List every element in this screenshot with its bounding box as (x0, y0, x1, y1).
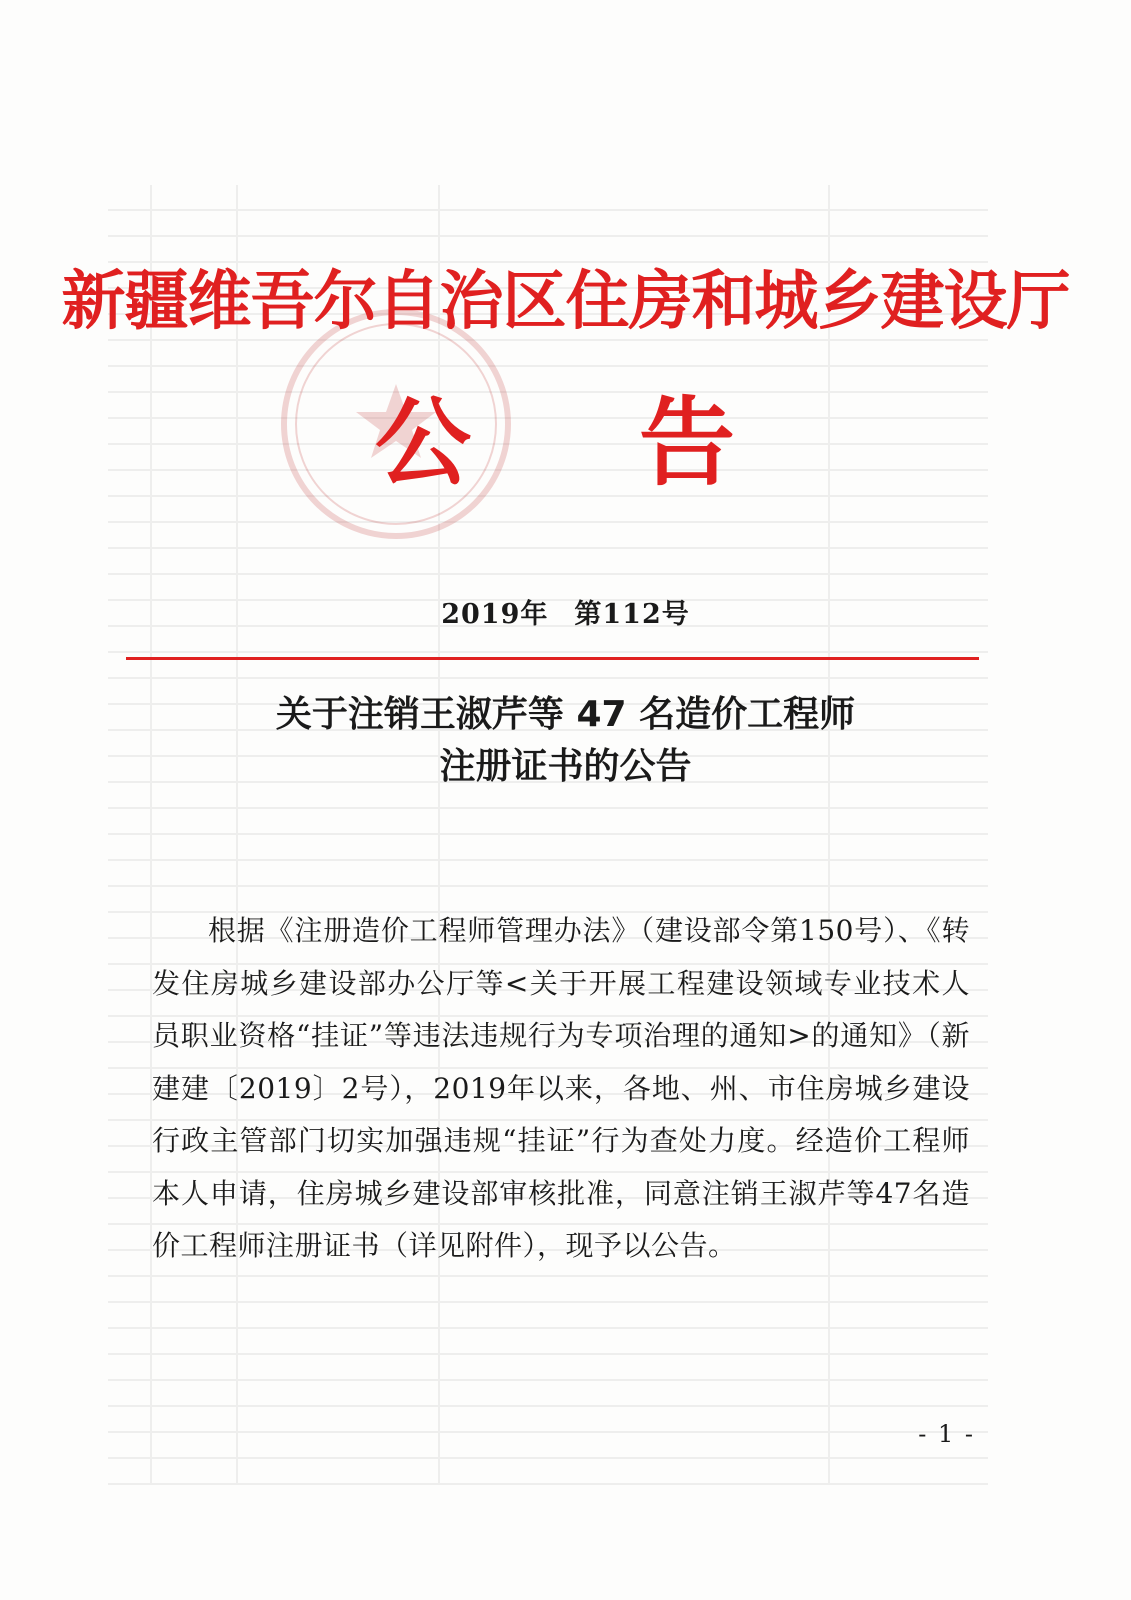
page-number: - 1 - (918, 1420, 975, 1448)
subject-line-1: 关于注销王淑芹等 47 名造价工程师 (275, 694, 856, 735)
notice-char-2: 告 (639, 386, 735, 499)
body-paragraph: 根据《注册造价工程师管理办法》（建设部令第150号）、《转发住房城乡建设部办公厅等<关于开展工程建设领域专业技术人员职业资格“挂证”等违法违规行为专项治理的通知>的通知》（新建建〔2019〕2号），2019年以来，各地、州、市住房城乡建设行政主管部门切实加强违规“挂证”行为查处力度。经造价工程师本人申请，住房城乡建设部审核批准，同意注销王淑芹等47名造价工程师注册证书（详见附件），现予以公告。 (152, 914, 970, 1262)
agency-name: 新疆维吾尔自治区住房和城乡建设厅 (61, 264, 1070, 339)
document-serial: 第112号 (574, 599, 690, 630)
notice-char-1: 公 (375, 386, 471, 499)
document-year: 2019年 (441, 599, 549, 630)
subject-line-2: 注册证书的公告 (439, 746, 692, 787)
bleed-through-table (108, 185, 988, 1485)
red-divider (126, 657, 979, 660)
notice-heading (375, 386, 735, 499)
document-number (0, 592, 1131, 631)
